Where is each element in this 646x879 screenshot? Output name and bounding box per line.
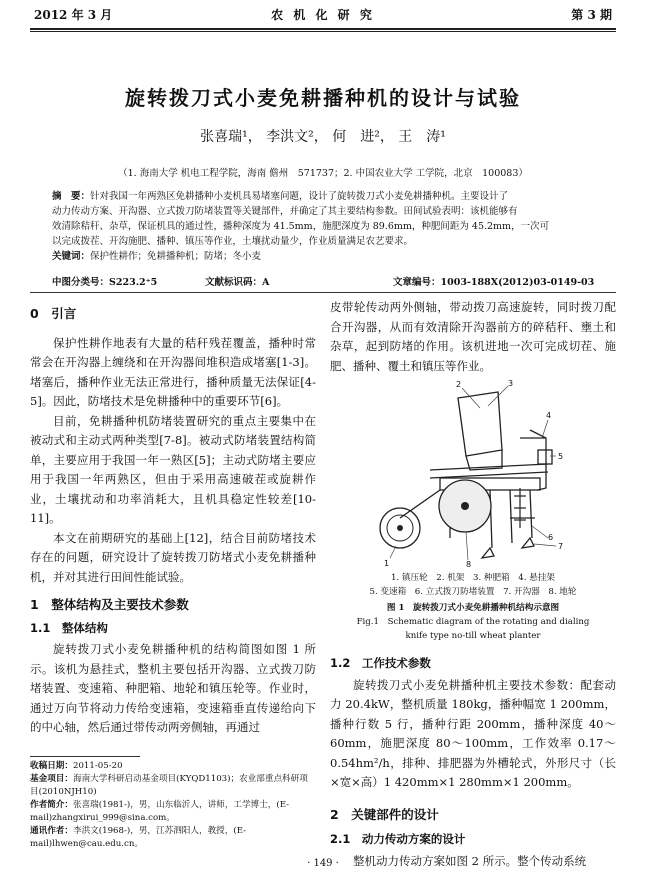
footnote-corresponding: 通讯作者：李洪文(1968-)，男，江苏泗阳人，教授，(E-mail)lhwen@cau.edu.cn。 [30,826,247,849]
clc-number: 中图分类号：S223.2⁺5 [52,277,158,288]
figure-1-diagram [370,378,570,568]
footnote-rule [30,756,140,757]
figure-caption-cn: 图 1 旋转拨刀式小麦免耕播种机结构示意图 [386,603,560,613]
section-2-heading: 2 关键部件的设计 [330,806,439,822]
figure-legend-line-2: 5. 变速箱 6. 立式拨刀防堵装置 7. 开沟器 8. 地轮 [369,587,577,597]
running-header-date: 2012 年 3 月 [34,8,113,22]
figure-label-1: 1 [384,559,390,568]
running-header-journal: 农 机 化 研 究 [271,8,375,22]
meta-rule [30,292,616,293]
header-rule [30,28,616,30]
abstract-line-4: 以完成拨茬、开沟施肥、播种、镇压等作业，土壤扰动量少，作业质量满足农艺要求。 [52,236,414,247]
right-column-top [330,298,616,376]
figure-label-2: 2 [456,380,462,389]
abstract [52,189,598,264]
footnotes [30,760,316,851]
section-1-1-heading: 1.1 整体结构 [30,620,108,635]
section-1-heading: 1 整体结构及主要技术参数 [30,597,189,612]
figure-label-4: 4 [546,411,552,420]
right-column-bottom [330,654,616,871]
figure-label-3: 3 [508,379,514,388]
seed-fertilizer-box-shape [458,392,502,456]
article-number: 文章编号：1003-188X(2012)03-0149-03 [393,277,595,288]
params-paragraph: 旋转拨刀式小麦免耕播种机主要技术参数：配套动力 20.4kW，整机质量 180kg，播种幅宽 1 200mm，播种行数 5 行，播种行距 200mm，播种深度 40～60mm，施肥深度 80～100mm，工作效率 0.17～0.54hm²/h，排种、排肥器为外槽轮式，外形尺寸（长×宽×高）1 420mm×1 280mm×1 200mm。 [330,677,616,789]
figure-caption-en-2: knife type no-till wheat planter [405,631,541,641]
abstract-line-2: 动力传动方案、开沟器、立式拨刀防堵装置等关键部件，并确定了其主要结构参数。田间试验表明：该机能够有 [52,206,518,217]
keywords-label: 关键词： [52,251,91,262]
transmission-paragraph: 整机动力传动方案如图 2 所示。整个传动系统 [353,853,587,868]
figure-label-8: 8 [466,560,472,568]
intro-paragraph-3: 本文在前期研究的基础上[12]，结合目前防堵技术存在的问题，研究设计了旋转拨刀防堵式小麦免耕播种机，并对其进行田间性能试验。 [30,530,316,584]
section-2-1-heading: 2.1 动力传动方案的设计 [330,832,466,846]
author-list: 张喜瑞¹， 李洪文²， 何 进²， 王 涛¹ [200,129,446,145]
figure-label-5: 5 [558,452,564,461]
footnote-author: 作者简介：张喜瑞(1981-)，男，山东临沂人，讲师，工学博士，(E-mail)zhangxirui_999@sina.com。 [30,800,290,823]
structure-paragraph-cont: 皮带轮传动两外侧轴，带动拨刀高速旋转，同时拨刀配合开沟器，从而有效清除开沟器前方的碎秸秆、壅土和杂草，起到防堵的作用。该机进地一次可完成切茬、施肥、播种、覆土和镇压等作业。 [330,300,616,373]
left-column [30,304,316,738]
header-rule-thin [30,31,616,32]
document-code: 文献标识码：A [205,277,270,288]
structure-paragraph: 旋转拨刀式小麦免耕播种机的结构简图如图 1 所示。该机为悬挂式，整机主要包括开沟器、立式拨刀防堵装置、变速箱、种肥箱、地轮和镇压轮等。作业时，通过万向节将动力传给变速箱，变速箱垂直传递给向下的中心轴，然后通过带传动两旁侧轴，再通过 [30,642,316,734]
figure-caption-en-1: Fig.1 Schematic diagram of the rotating and dialing [356,617,590,627]
footnote-received: 收稿日期：2011-05-20 [30,761,123,771]
figure-label-7: 7 [558,542,564,551]
intro-paragraph-2: 目前，免耕播种机防堵装置研究的重点主要集中在被动式和主动式两种类型[7-8]。被动式防堵装置结构简单，主要应用于我国一年一熟区[5]；主动式防堵主要应用于我国一年两熟区，但由于采用高速破茬或旋耕作业，土壤扰动和功率消耗大，且机具稳定性较差[10-11]。 [30,413,316,525]
abstract-label: 摘 要： [52,191,91,202]
running-header-issue: 第 3 期 [571,8,612,22]
page-number: · 149 · [307,858,339,869]
abstract-line-3: 效清除秸秆、杂草，保证机具的通过性，播种深度为 41.5mm，施肥深度为 89.6mm，种肥间距为 45.2mm，一次可 [52,221,550,232]
section-1-2-heading: 1.2 工作技术参数 [330,656,431,670]
paper-title: 旋转拨刀式小麦免耕播种机的设计与试验 [125,86,521,110]
affiliations: （1. 海南大学 机电工程学院，海南 儋州 571737；2. 中国农业大学 工学院，北京 100083） [118,168,528,179]
abstract-line-1: 摘 要：针对我国一年两熟区免耕播种小麦机具易堵塞问题，设计了旋转拨刀式小麦免耕播种机。主要设计了 [52,191,509,202]
footnote-fund: 基金项目：海南大学科研启动基金项目(KYQD1103)；农业部重点科研项目(2010NJH10) [30,774,308,797]
keywords: 关键词：保护性耕作；免耕播种机；防堵；冬小麦 [52,251,262,262]
figure-legend-line-1: 1. 镇压轮 2. 机架 3. 种肥箱 4. 悬挂架 [390,573,556,583]
intro-paragraph-1: 保护性耕作地表有大量的秸秆残茬覆盖，播种时常常会在开沟器上缠绕和在开沟器间堆积造成堵塞[1-3]。堵塞后，播种作业无法正常进行，播种质量无法保证[4-5]。因此，防堵技术是免耕播种中的重要环节[6]。 [30,335,316,408]
figure-1-legend [340,571,606,643]
figure-label-6: 6 [548,533,554,542]
section-0-heading: 0 引言 [30,306,77,321]
